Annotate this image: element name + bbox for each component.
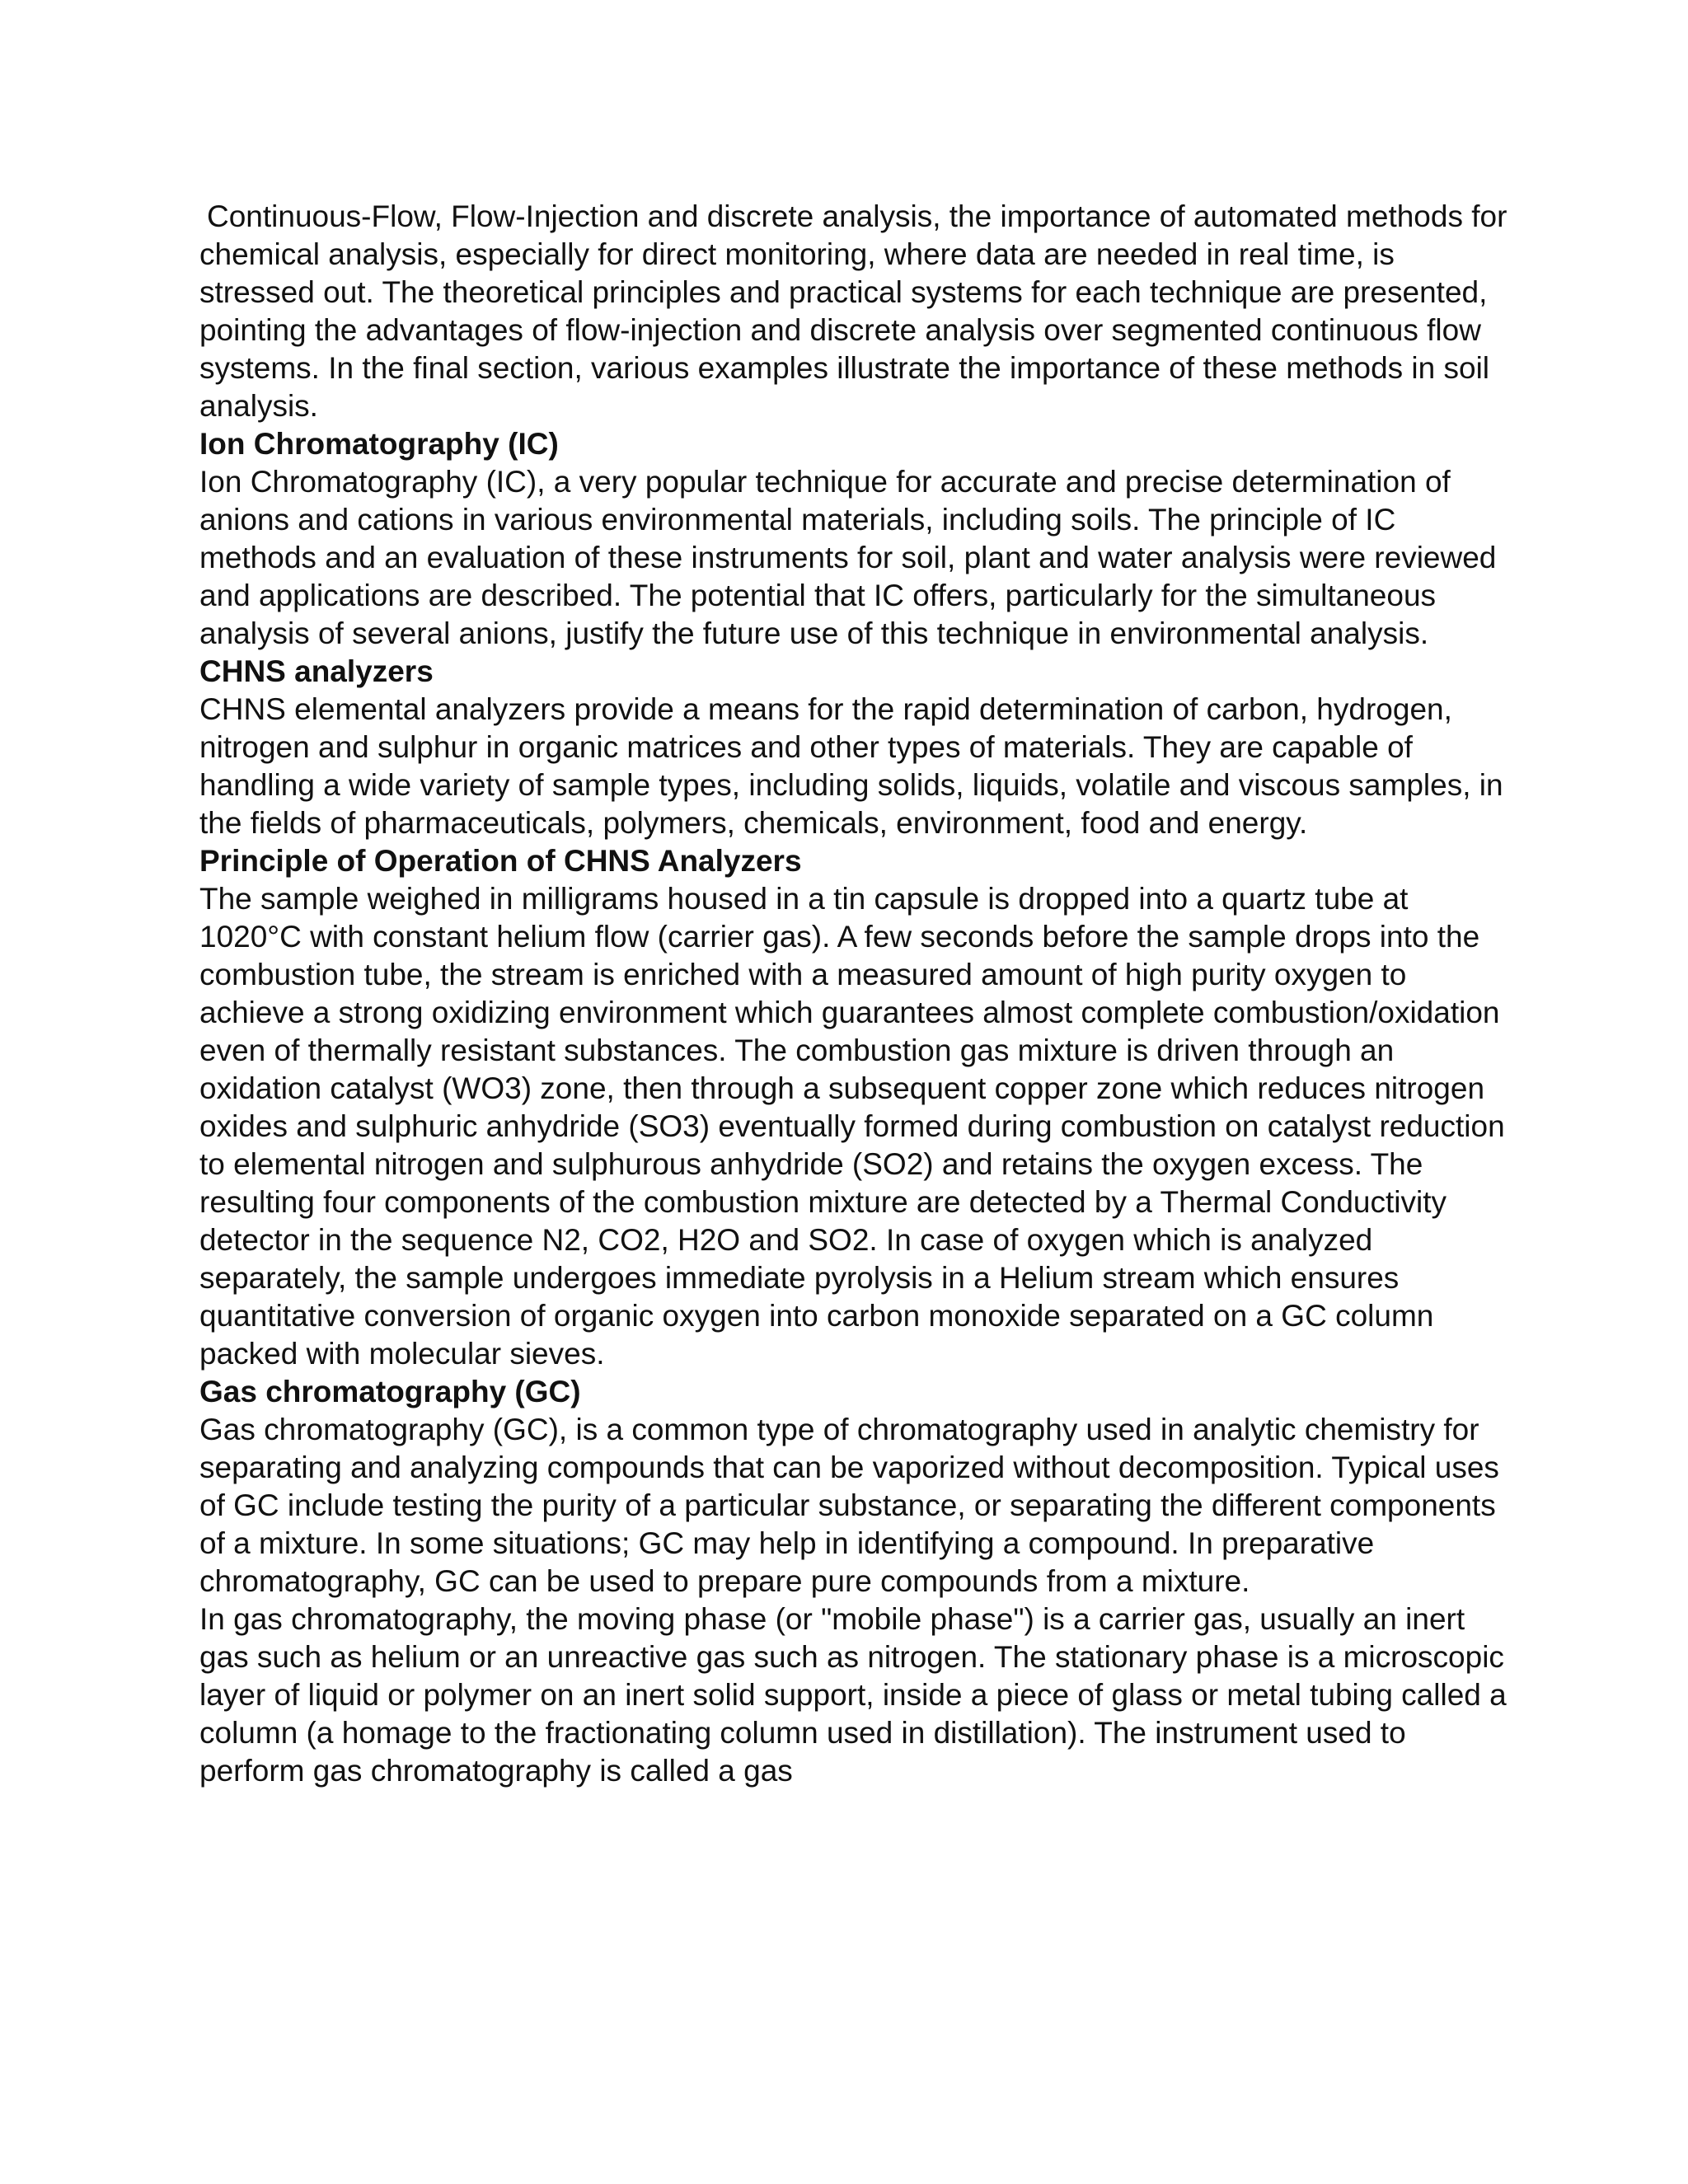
intro-paragraph: Continuous-Flow, Flow-Injection and discrete analysis, the importance of automated methods for chemical analysis, especially for direct monitoring, where data are needed in real time, is stressed out. The theoretical principles and practical systems for each technique are presented, pointing the advantages of flow-injection and discrete analysis over segmented continuous flow systems. In the final section, various examples illustrate the importance of these methods in soil analysis. [199,199,1507,423]
section-heading-chns-analyzers: CHNS analyzers [199,654,434,688]
section-paragraph: CHNS elemental analyzers provide a means for the rapid determination of carbon, hydrogen, nitrogen and sulphur in organic matrices and other types of materials. They are capable of handling a wide variety of sample types, including solids, liquids, volatile and viscous samples, in the fields of pharmaceuticals, polymers, chemicals, environment, food and energy. [199,692,1503,840]
document-body [199,198,1510,1790]
section-paragraph: Ion Chromatography (IC), a very popular technique for accurate and precise determination of anions and cations in various environmental materials, including soils. The principle of IC methods and an evaluation of these instruments for soil, plant and water analysis were reviewed and applications are described. The potential that IC offers, particularly for the simultaneous analysis of several anions, justify the future use of this technique in environmental analysis. [199,465,1497,650]
section-heading-gas-chromatography: Gas chromatography (GC) [199,1375,581,1408]
section-heading-ion-chromatography: Ion Chromatography (IC) [199,427,559,461]
section-paragraph: The sample weighed in milligrams housed in a tin capsule is dropped into a quartz tube at 1020°C with constant helium flow (carrier gas). A few seconds before the sample drops into the combustion tube, the stream is enriched with a measured amount of high purity oxygen to achieve a strong oxidizing environment which guarantees almost complete combustion/oxidation even of thermally resistant substances. The combustion gas mixture is driven through an oxidation catalyst (WO3) zone, then through a subsequent copper zone which reduces nitrogen oxides and sulphuric anhydride (SO3) eventually formed during combustion on catalyst reduction to elemental nitrogen and sulphurous anhydride (SO2) and retains the oxygen excess. The resulting four components of the combustion mixture are detected by a Thermal Conductivity detector in the sequence N2, CO2, H2O and SO2. In case of oxygen which is analyzed separately, the sample undergoes immediate pyrolysis in a Helium stream which ensures quantitative conversion of organic oxygen into carbon monoxide separated on a GC column packed with molecular sieves. [199,882,1505,1371]
section-paragraph: In gas chromatography, the moving phase (or "mobile phase") is a carrier gas, usually an inert gas such as helium or an unreactive gas such as nitrogen. The stationary phase is a microscopic layer of liquid or polymer on an inert solid support, inside a piece of glass or metal tubing called a column (a homage to the fractionating column used in distillation). The instrument used to perform gas chromatography is called a gas [199,1602,1507,1788]
section-heading-principle-of-operation: Principle of Operation of CHNS Analyzers [199,844,802,878]
section-paragraph: Gas chromatography (GC), is a common type of chromatography used in analytic chemistry for separating and analyzing compounds that can be vaporized without decomposition. Typical uses of GC include testing the purity of a particular substance, or separating the different components of a mixture. In some situations; GC may help in identifying a compound. In preparative chromatography, GC can be used to prepare pure compounds from a mixture. [199,1413,1499,1598]
